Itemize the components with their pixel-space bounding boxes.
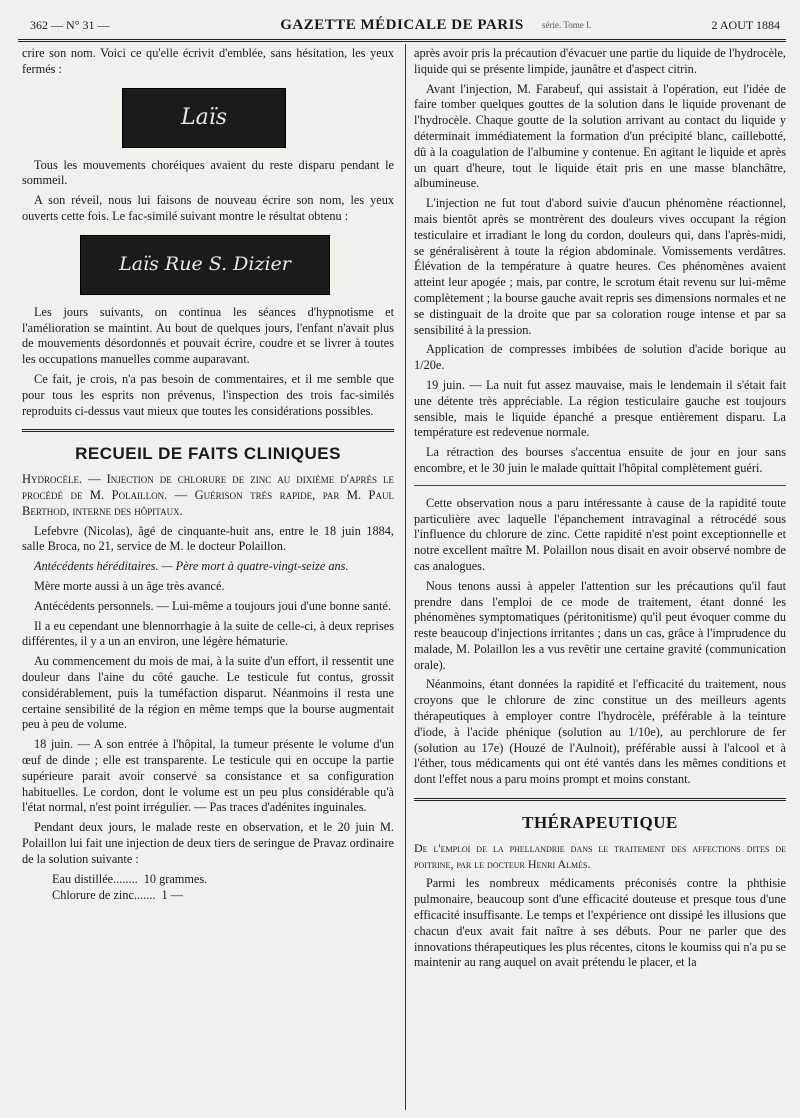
paragraph: Antécédents héréditaires. — Père mort à quatre-vingt-seize ans.: [34, 559, 349, 574]
section-rule: [414, 798, 786, 801]
formula-quantity: 10 grammes.: [143, 872, 208, 887]
paragraph: 19 juin. — La nuit fut assez mauvaise, mais le lendemain il s'était fait une détente très appréciable. La région testiculaire gauche est toujours sensible, mais le liquide épanché a presque entièrement disparu. La température est redevenue normale.: [414, 377, 786, 440]
paragraph: Cette observation nous a paru intéressante à cause de la rapidité toute particulière avec laquelle l'épanchement intravaginal a rétrocédé sous l'influence du chlorure de zinc. Cette rapidité n'est point exceptionnelle et notre excellent maître M. Polaillon nous disait en avoir observé nombre de cas analogues.: [414, 495, 786, 573]
paragraph: Il a eu cependant une blennorrhagie à la suite de celle-ci, à deux reprises différentes, il y a un an environ, une légère hématurie.: [22, 618, 394, 649]
series-label: série. Tome I.: [542, 20, 592, 30]
formula-quantity: 1 —: [161, 888, 183, 903]
paragraph: Parmi les nombreux médicaments préconisés contre la phthisie pulmonaire, beaucoup sont d'une efficacité douteuse et presque tous d'une efficacité insuffisante. Le temps et l'expérience ont dissipé les illusions que chacun d'eux avait fait naître à ses débuts. Pour ne parler que des innovations thérapeutiques les plus récentes, citons le koumiss qui n'a pu se maintenir au rang auquel on avait prétendu le placer, et la: [414, 876, 786, 970]
article-heading: Hydrocèle. — Injection de chlorure de zinc au dixième d'après le procédé de M. Polaillon. — Guérison très rapide, par M. Paul Berthod, interne des hôpitaux.: [22, 472, 394, 518]
paragraph: Mère morte aussi à un âge très avancé.: [34, 578, 225, 593]
page-number: 362 — N° 31 —: [30, 18, 110, 32]
paragraph: A son réveil, nous lui faisons de nouveau écrire son nom, les yeux ouverts cette fois. Le fac-similé suivant montre le résultat obtenu :: [22, 193, 394, 223]
section-rule: [22, 429, 394, 432]
paragraph: Avant l'injection, M. Farabeuf, qui assistait à l'opération, eut l'idée de faire tomber quelques gouttes de la solution dans le liquide provenant de l'hydrocèle. Chaque goutte de la solution arrivant au contact du liquide y déterminait immédiatement la formation d'un précipité blanc, caillebotté, dû à la coagulation de l'albumine y contenue. En agitant le liquide et après un quart d'heure, tout le liquide était pris en une masse blanchâtre, albumineuse.: [414, 81, 786, 191]
formula-ingredient: Eau distillée........: [52, 872, 138, 887]
paragraph: Tous les mouvements choréiques avaient du reste disparu pendant le sommeil.: [22, 157, 394, 188]
page-header: [22, 14, 782, 36]
paragraph: Nous tenons aussi à appeler l'attention sur les précautions qu'il faut prendre dans l'emploi de ce mode de traitement, étant donné les phénomènes symptomatiques (péritonitisme) qu'il peut évoquer comme du reste beaucoup d'injections irritantes ; dans un cas, grâce à l'imprudence du malade, M. Polaillon les a vus revêtir une certaine gravité (communication orale).: [414, 578, 786, 672]
formula-line: [22, 887, 394, 903]
journal-title: GAZETTE MÉDICALE DE PARIS: [280, 17, 524, 33]
paragraph: après avoir pris la précaution d'évacuer une partie du liquide de l'hydrocèle, liquide qui se présente limpide, jaunâtre et d'aspect citrin.: [414, 46, 786, 76]
right-column: [414, 46, 786, 975]
paragraph-rule: [414, 485, 786, 486]
paragraph: Antécédents personnels. — Lui-même a toujours joui d'une bonne santé.: [34, 598, 392, 613]
formula-ingredient: Chlorure de zinc.......: [52, 888, 156, 903]
paragraph: Ce fait, je crois, n'a pas besoin de commentaires, et il me semble que pour tous les esprits non prévenus, l'inspection des trois fac-similés reproduits ci-dessus vaut mieux que toutes les considérations possibles.: [22, 371, 394, 418]
paragraph: Au commencement du mois de mai, à la suite d'un effort, il ressentit une douleur dans l'aine du côté gauche. Le testicule fut contus, grossit considérablement, puis la tuméfaction disparut. Néanmoins il resta une certaine sensibilité de la région en même temps que la bourse augmentait peu à peu de volume.: [22, 654, 394, 732]
formula: [22, 871, 394, 903]
signature-facsimile-2: Laïs Rue S. Dizier: [80, 235, 330, 295]
section-title: THÉRAPEUTIQUE: [522, 813, 678, 833]
issue-date: 2 AOUT 1884: [711, 18, 780, 32]
article-heading: De l'emploi de la phellandrie dans le traitement des affections dites de poitrine, par le docteur Henri Almès.: [414, 840, 786, 871]
paragraph: Pendant deux jours, le malade reste en observation, et le 20 juin M. Polaillon lui fait une injection de deux tiers de seringue de Pravaz ordinaire de la solution suivante :: [22, 820, 394, 866]
paragraph: La rétraction des bourses s'accentua ensuite de jour en jour sans encombre, et le 30 juin le malade quittait l'hôpital complètement guéri.: [414, 445, 786, 475]
paragraph: crire son nom. Voici ce qu'elle écrivit d'emblée, sans hésitation, les yeux fermés :: [22, 46, 394, 76]
left-column: [22, 46, 394, 903]
signature-facsimile-1: Laïs: [122, 88, 286, 148]
paragraph: 18 juin. — A son entrée à l'hôpital, la tumeur présente le volume d'un œuf de dinde ; elle est transparente. Le testicule qui en occupe la partie supérieure parait avoir conservé sa consistance et sa configuration habituelles. Le cordon, dont le volume est un peu plus considérable qu'à l'état normal, n'est point irrégulier. — Pas traces d'adénites inguinales.: [22, 737, 394, 815]
column-divider: [405, 44, 406, 1110]
paragraph: Application de compresses imbibées de solution d'acide borique au 1/20e.: [414, 342, 786, 373]
paragraph: Les jours suivants, on continua les séances d'hypnotisme et l'amélioration se maintint. Au bout de quelques jours, l'enfant n'avait plus de mouvements désordonnés et pouvait écrire, coudre et se livrer à toutes les occupations manuelles comme auparavant.: [22, 304, 394, 367]
formula-line: [22, 871, 394, 887]
paragraph: L'injection ne fut tout d'abord suivie d'aucun phénomène réactionnel, mais bientôt après se montrèrent des douleurs vives occupant la région testiculaire et irradiant le long du cordon, douleurs qui, dans l'après-midi, se généralisèrent à toute la région abdominale. Vomissements verdâtres. Élévation de la température à quatre heures. Ces phénomènes avaient atteint leur apogée ; mais, par contre, le scrotum était revenu sur lui-même complètement ; la bourse gauche avait repris ses dimensions normales et ne se distinguait de la droite que par sa coloration rouge intense et par sa sensibilité à la pression.: [414, 196, 786, 337]
paragraph: Néanmoins, étant données la rapidité et l'efficacité du traitement, nous croyons que le chlorure de zinc constitue un des meilleurs agents thérapeutiques à employer contre l'hydrocèle, préférable à la teinture d'iode, à l'acide phénique (solution au 1/10e), au perchlorure de fer (solution au 17e) (Houzé de l'Aulnoit), préférable aussi à l'alcool et à l'éther, tous médicaments qui ont été vantés dans les mêmes conditions et dont l'effet nous a paru moins prompt et moins constant.: [414, 677, 786, 787]
paragraph: Lefebvre (Nicolas), âgé de cinquante-huit ans, entre le 18 juin 1884, salle Broca, no 21, service de M. le docteur Polaillon.: [22, 523, 394, 554]
section-title: RECUEIL DE FAITS CLINIQUES: [75, 444, 341, 464]
header-rule: [18, 39, 786, 42]
